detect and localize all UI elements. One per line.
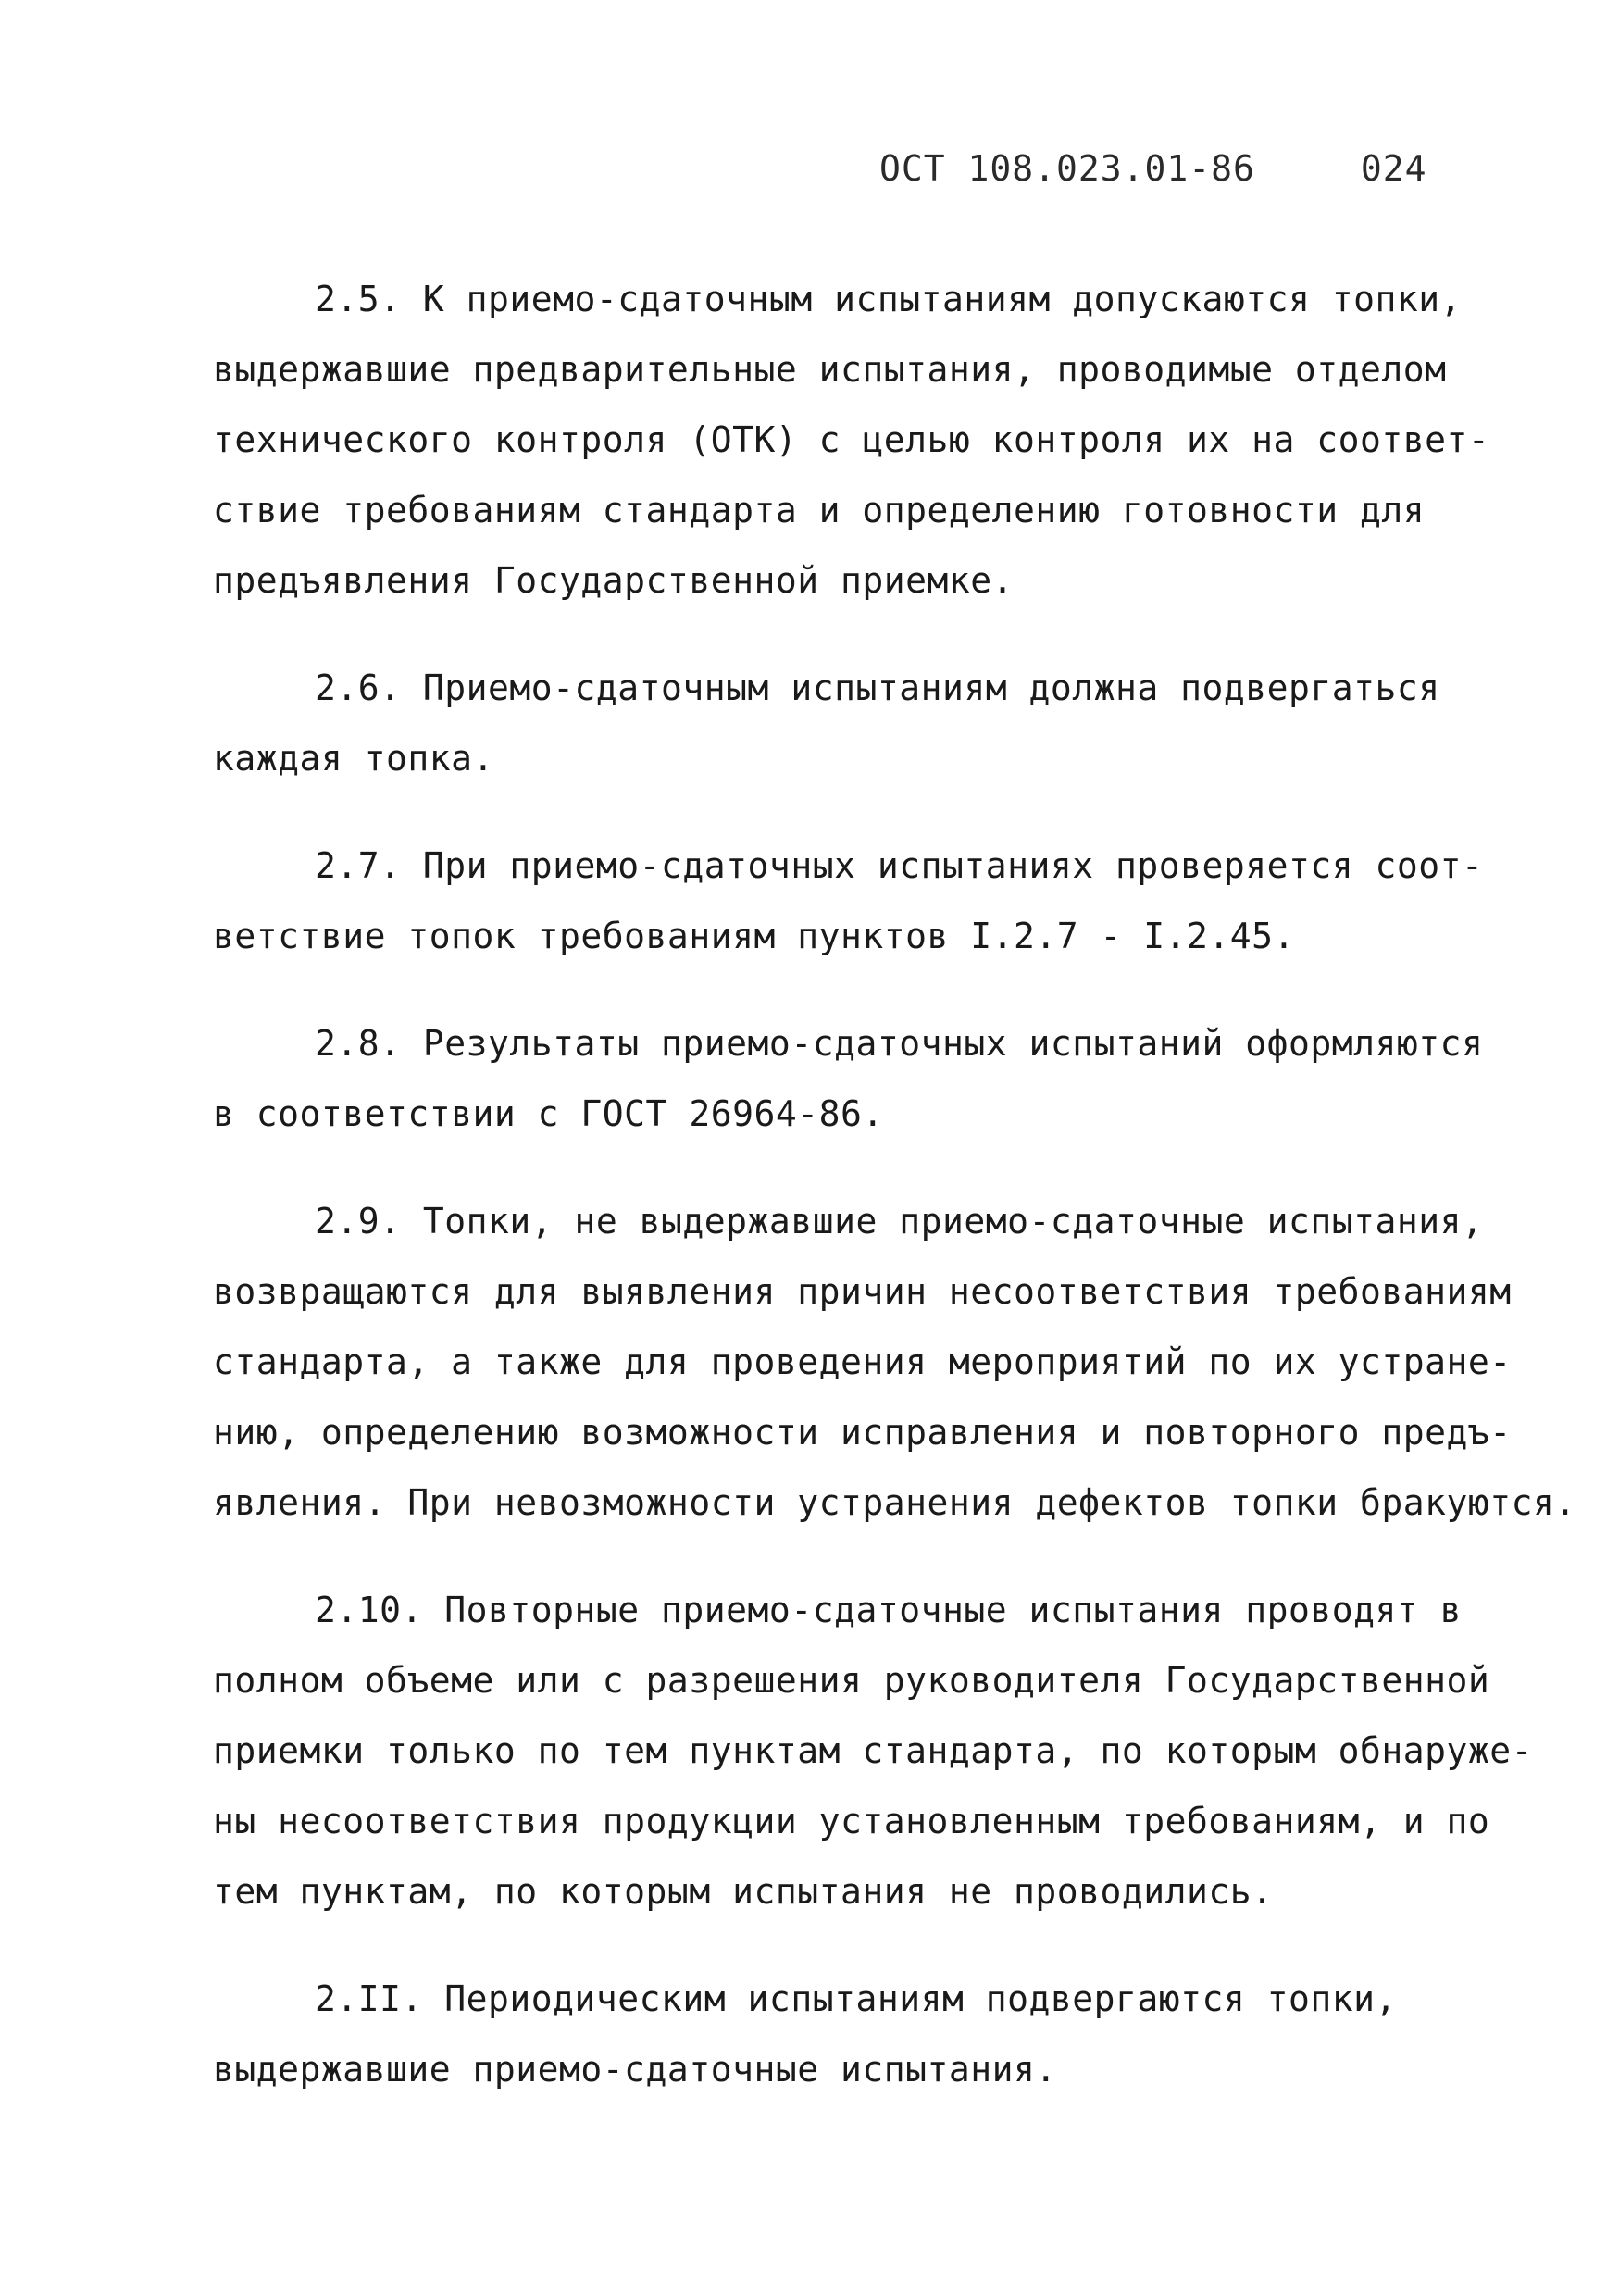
- paragraph-2-11: [213, 1964, 1546, 2104]
- text-line: каждая топка.: [213, 738, 494, 779]
- paragraph-2-7: [213, 830, 1546, 971]
- paragraph-2-6: [213, 653, 1546, 793]
- paragraph-2-10: [213, 1575, 1546, 1927]
- text-line: 2.10. Повторные приемо-сдаточные испытания проводят в: [315, 1590, 1463, 1630]
- text-line: 2.5. К приемо-сдаточным испытаниям допускаются топки,: [315, 279, 1463, 319]
- document-code: ОСТ 108.023.01-86: [879, 148, 1255, 189]
- text-line: ствие требованиям стандарта и определению готовности для: [213, 490, 1426, 530]
- document-body: [213, 264, 1576, 2141]
- text-line: технического контроля (ОТК) с целью контроля их на соответ-: [213, 419, 1490, 460]
- text-line: стандарта, а также для проведения мероприятий по их устране-: [213, 1341, 1512, 1382]
- text-line: 2.7. При приемо-сдаточных испытаниях проверяется соот-: [315, 845, 1484, 886]
- page-number: 024: [1360, 148, 1427, 189]
- text-line: ветствие топок требованиям пунктов I.2.7 - I.2.45.: [213, 916, 1295, 956]
- text-line: 2.8. Результаты приемо-сдаточных испытаний оформляются: [315, 1023, 1484, 1064]
- text-line: выдержавшие предварительные испытания, проводимые отделом: [213, 349, 1447, 390]
- text-line: явления. При невозможности устранения дефектов топки бракуются.: [213, 1482, 1576, 1523]
- text-line: полном объеме или с разрешения руководителя Государственной: [213, 1660, 1490, 1701]
- paragraph-2-9: [213, 1186, 1576, 1538]
- text-line: в соответствии с ГОСТ 26964-86.: [213, 1093, 884, 1134]
- text-line: выдержавшие приемо-сдаточные испытания.: [213, 2049, 1057, 2090]
- text-line: 2.6. Приемо-сдаточным испытаниям должна подвергаться: [315, 668, 1440, 708]
- text-line: приемки только по тем пунктам стандарта, по которым обнаруже-: [213, 1730, 1534, 1771]
- text-line: 2.9. Топки, не выдержавшие приемо-сдаточные испытания,: [315, 1201, 1484, 1242]
- text-line: 2.II. Периодическим испытаниям подвергаются топки,: [315, 1978, 1397, 2019]
- text-line: возвращаются для выявления причин несоответствия требованиям: [213, 1271, 1512, 1312]
- text-line: ны несоответствия продукции установленным требованиям, и по: [213, 1801, 1490, 1841]
- paragraph-2-8: [213, 1008, 1546, 1149]
- page-header: [879, 148, 1453, 189]
- paragraph-2-5: [213, 264, 1546, 616]
- text-line: тем пунктам, по которым испытания не проводились.: [213, 1871, 1274, 1912]
- text-line: нию, определению возможности исправления и повторного предъ-: [213, 1412, 1512, 1453]
- text-line: предъявления Государственной приемке.: [213, 560, 1014, 601]
